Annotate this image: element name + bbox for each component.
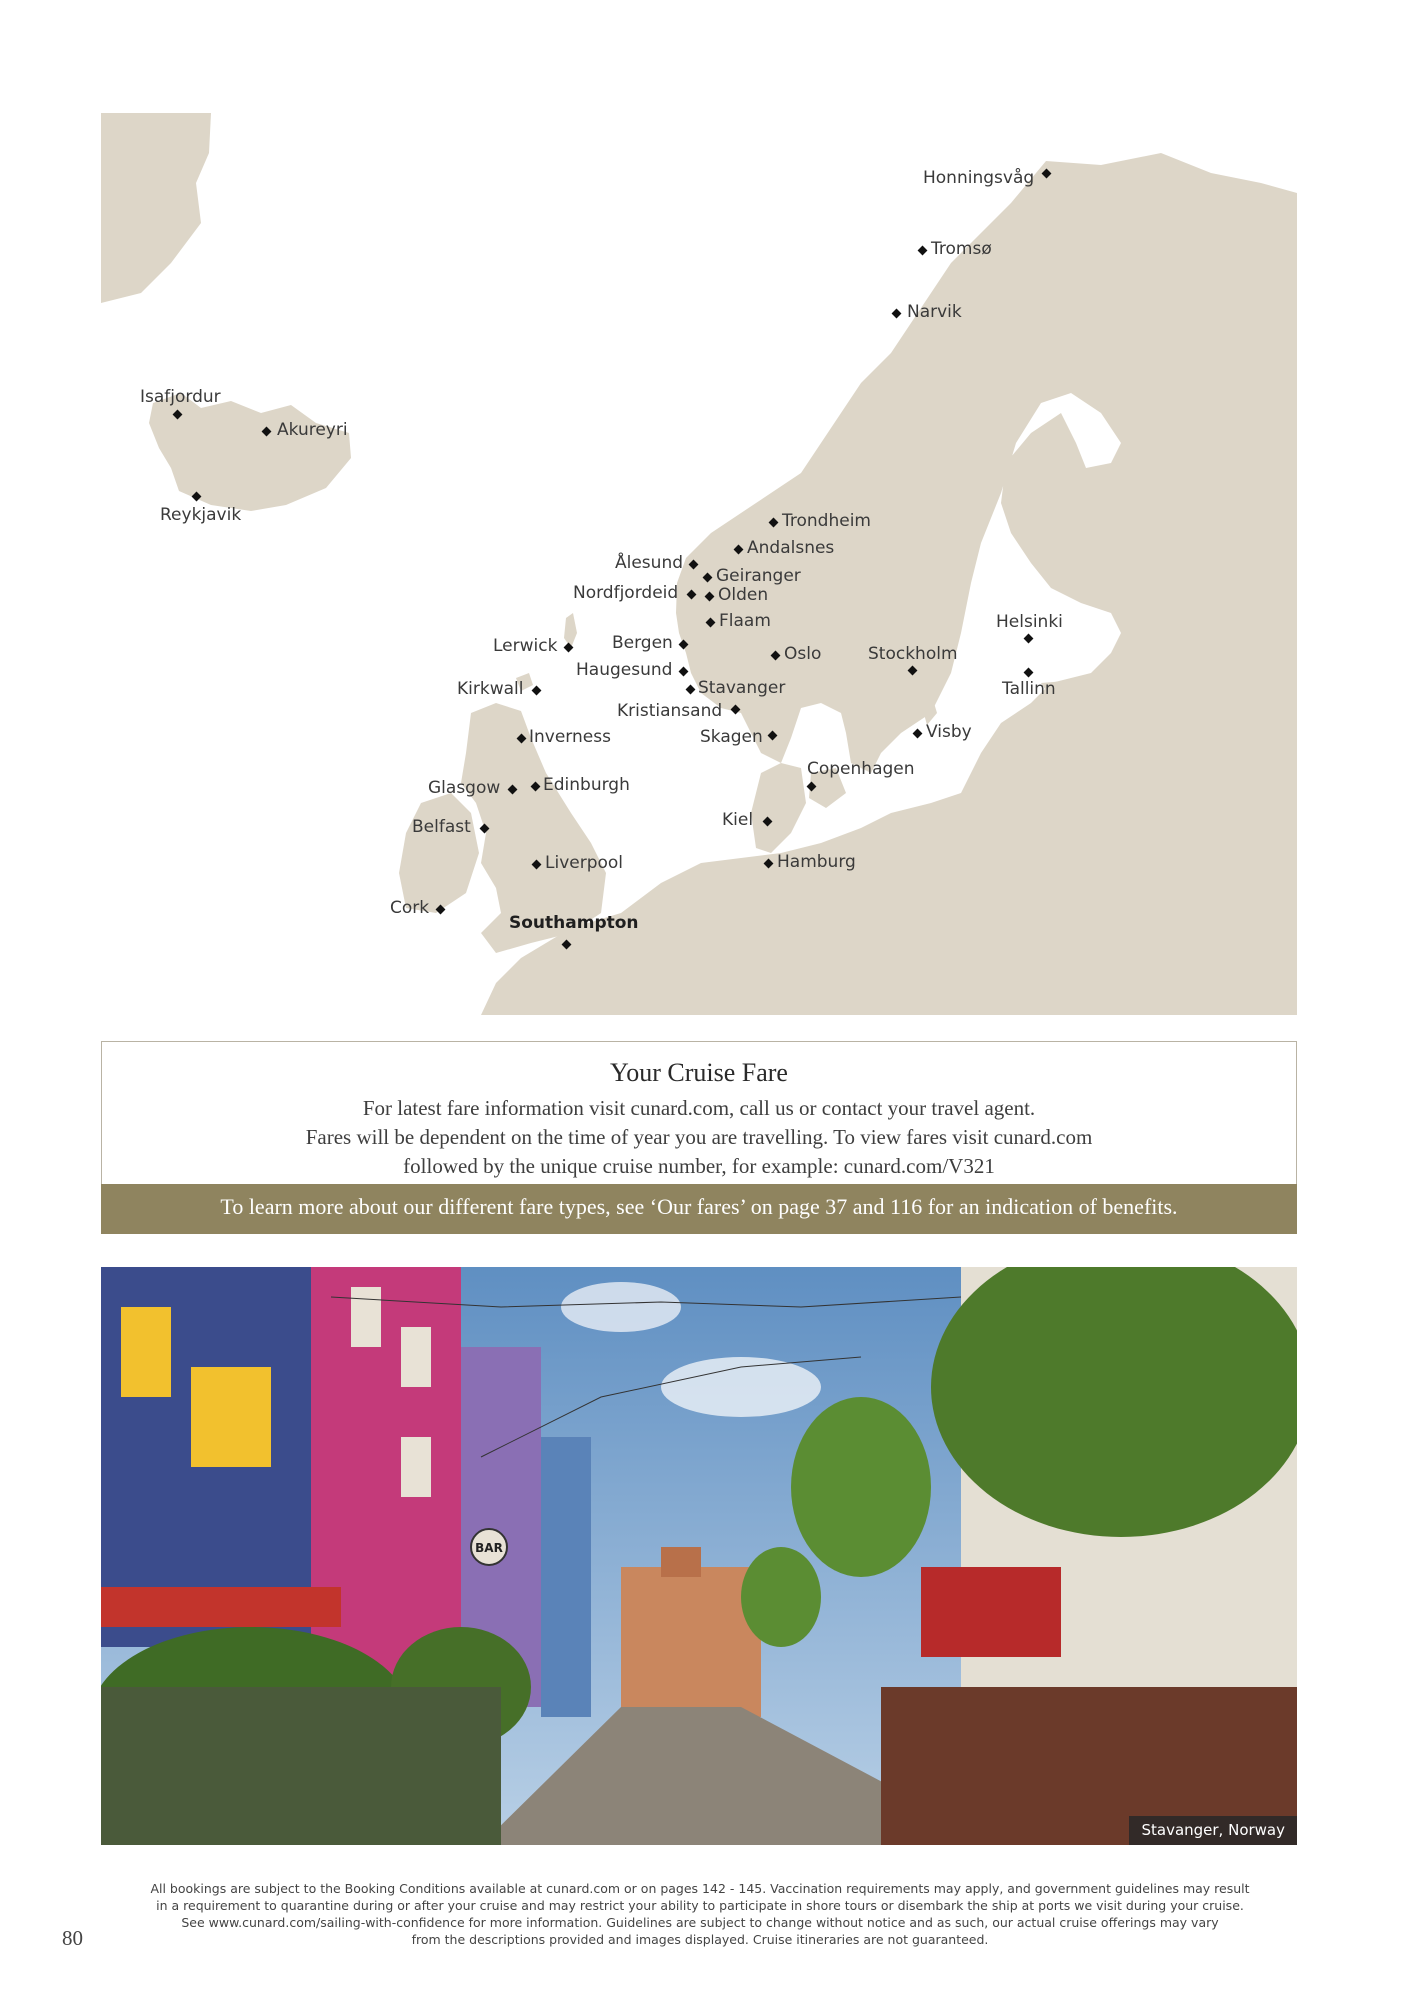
port-label-flaam: Flaam bbox=[719, 611, 771, 631]
port-label-reykjavik: Reykjavik bbox=[160, 505, 242, 525]
port-label-lerwick: Lerwick bbox=[493, 636, 558, 656]
port-label-copenhagen: Copenhagen bbox=[807, 759, 915, 779]
port-label-stockholm: Stockholm bbox=[868, 644, 958, 664]
port-label-trondheim: Trondheim bbox=[782, 511, 871, 531]
disclaimer-line-4: from the descriptions provided and images displayed. Cruise itineraries are not guaranteed. bbox=[411, 1932, 989, 1947]
fare-line-1: For latest fare information visit cunard.com, call us or contact your travel agent. bbox=[362, 1096, 1036, 1120]
port-label-geiranger: Geiranger bbox=[716, 566, 801, 586]
itinerary-map bbox=[101, 113, 1297, 1015]
map-landmass bbox=[101, 113, 1297, 1015]
disclaimer-line-2: in a requirement to quarantine during or after your cruise and may restrict your ability to participate in shore tours or disembark the ship at ports we visit during your cruise. bbox=[156, 1898, 1244, 1913]
fare-line-2: Fares will be dependent on the time of year you are travelling. To view fares visit cunard.com bbox=[305, 1125, 1093, 1149]
port-label-belfast: Belfast bbox=[412, 817, 471, 837]
port-label-oslo: Oslo bbox=[784, 644, 822, 664]
port-label-helsinki: Helsinki bbox=[996, 612, 1063, 632]
fare-title: Your Cruise Fare bbox=[610, 1058, 788, 1087]
port-label-southampton: Southampton bbox=[509, 913, 639, 933]
port-label-inverness: Inverness bbox=[529, 727, 611, 747]
port-label-edinburgh: Edinburgh bbox=[543, 775, 630, 795]
port-label-liverpool: Liverpool bbox=[545, 853, 624, 873]
photo-caption: Stavanger, Norway bbox=[1129, 1816, 1297, 1845]
fare-types-banner: To learn more about our different fare types, see ‘Our fares’ on page 37 and 116 for an indication of benefits. bbox=[101, 1184, 1297, 1234]
stavanger-street-photo bbox=[101, 1267, 1297, 1845]
port-label-olden: Olden bbox=[718, 585, 769, 605]
disclaimer-line-3: See www.cunard.com/sailing-with-confidence for more information. Guidelines are subject to change without notice and as such, our actual cruise offerings may vary bbox=[181, 1915, 1219, 1930]
fare-line-3: followed by the unique cruise number, for example: cunard.com/V321 bbox=[403, 1154, 995, 1178]
port-label-kristiansand: Kristiansand bbox=[617, 701, 723, 721]
port-label-akureyri: Akureyri bbox=[277, 420, 348, 440]
port-label-cork: Cork bbox=[390, 898, 430, 918]
port-label-tromso: Tromsø bbox=[931, 239, 992, 259]
cruise-fare-box bbox=[101, 1041, 1297, 1234]
port-label-kirkwall: Kirkwall bbox=[457, 679, 524, 699]
port-label-alesund: Ålesund bbox=[615, 553, 684, 573]
port-label-tallinn: Tallinn bbox=[1002, 679, 1056, 699]
port-label-stavanger: Stavanger bbox=[698, 678, 786, 698]
port-label-nordfjordeid: Nordfjordeid bbox=[573, 583, 679, 603]
fare-info-panel bbox=[101, 1041, 1297, 1185]
port-label-haugesund: Haugesund bbox=[576, 660, 673, 680]
port-label-kiel: Kiel bbox=[722, 810, 754, 830]
port-label-glasgow: Glasgow bbox=[428, 778, 501, 798]
port-label-isafjordur: Isafjordur bbox=[140, 387, 221, 407]
port-label-bergen: Bergen bbox=[612, 633, 673, 653]
bar-sign-text: BAR bbox=[475, 1541, 503, 1555]
page-number: 80 bbox=[62, 1926, 83, 1950]
booking-disclaimer bbox=[120, 1880, 1280, 1948]
port-label-narvik: Narvik bbox=[907, 302, 962, 322]
disclaimer-line-1: All bookings are subject to the Booking Conditions available at cunard.com or on pages 142 - 145. Vaccination requirements may apply, and government guidelines may result bbox=[150, 1881, 1250, 1896]
port-label-andalsnes: Andalsnes bbox=[747, 538, 835, 558]
port-label-hamburg: Hamburg bbox=[777, 852, 856, 872]
street-scene-illustration bbox=[101, 1267, 1297, 1845]
port-label-honningsvag: Honningsvåg bbox=[923, 168, 1035, 188]
port-label-visby: Visby bbox=[926, 722, 972, 742]
port-label-skagen: Skagen bbox=[700, 727, 763, 747]
